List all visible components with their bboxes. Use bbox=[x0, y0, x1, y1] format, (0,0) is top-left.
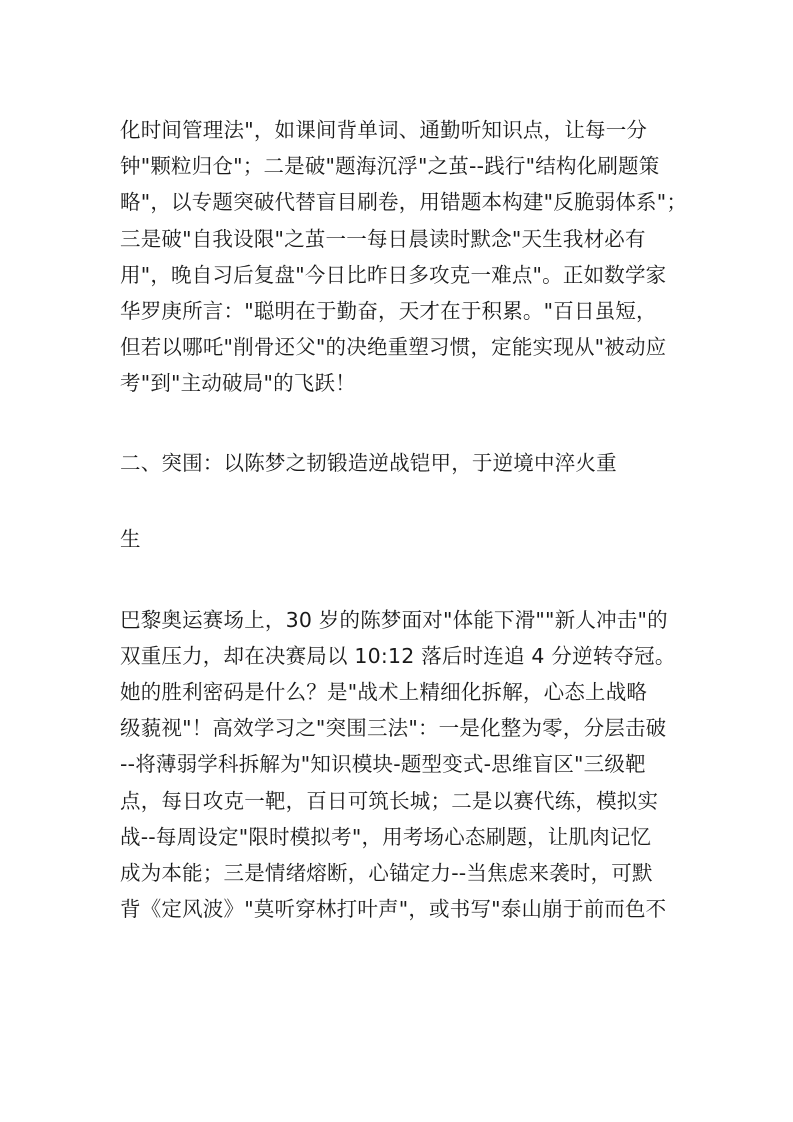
paragraph-line: 钟"颗粒归仓"；二是破"题海沉浮"之茧--践行"结构化刷题策 bbox=[120, 154, 660, 178]
paragraph-line: 她的胜利密码是什么？是"战术上精细化拆解，心态上战略 bbox=[120, 680, 648, 704]
paragraph-line: 成为本能；三是情绪熔断，心锚定力--当焦虑来袭时，可默 bbox=[120, 861, 653, 885]
paragraph-line: 点，每日攻克一靶，百日可筑长城；二是以赛代练，模拟实 bbox=[120, 789, 659, 813]
paragraph-line: 战--每周设定"限时模拟考"，用考场心态刷题，让肌肉记忆 bbox=[120, 825, 652, 849]
paragraph-line: 背《定风波》"莫听穿林打叶声"，或书写"泰山崩于前而色不 bbox=[120, 897, 667, 921]
paragraph-line: 略"，以专题突破代替盲目刷卷，用错题本构建"反脆弱体系"； bbox=[120, 190, 688, 214]
section-heading-continued: 生 bbox=[120, 527, 141, 551]
paragraph-line: 但若以哪吒"削骨还父"的决绝重塑习惯，定能实现从"被动应 bbox=[120, 335, 667, 359]
paragraph-line: --将薄弱学科拆解为"知识模块-题型变式-思维盲区"三级靶 bbox=[120, 752, 646, 776]
paragraph-line: 双重压力，却在决赛局以 10:12 落后时连追 4 分逆转夺冠。 bbox=[120, 644, 676, 668]
paragraph-line: 用"，晚自习后复盘"今日比昨日多攻克一难点"。正如数学家 bbox=[120, 263, 667, 287]
paragraph-line: 考"到"主动破局"的飞跃！ bbox=[120, 371, 356, 395]
section-heading: 二、突围：以陈梦之韧锻造逆战铠甲，于逆境中淬火重 bbox=[120, 451, 617, 475]
paragraph-line: 华罗庚所言："聪明在于勤奋，天才在于积累。"百日虽短， bbox=[120, 299, 657, 323]
paragraph-line: 三是破"自我设限"之茧一一每日晨读时默念"天生我材必有 bbox=[120, 227, 646, 251]
paragraph-line: 巴黎奥运赛场上，30 岁的陈梦面对"体能下滑""新人冲击"的 bbox=[120, 608, 668, 632]
paragraph-line: 化时间管理法"，如课间背单词、通勤听知识点，让每一分 bbox=[120, 118, 648, 142]
paragraph-line: 级藐视"！高效学习之"突围三法"：一是化整为零，分层击破 bbox=[120, 716, 667, 740]
